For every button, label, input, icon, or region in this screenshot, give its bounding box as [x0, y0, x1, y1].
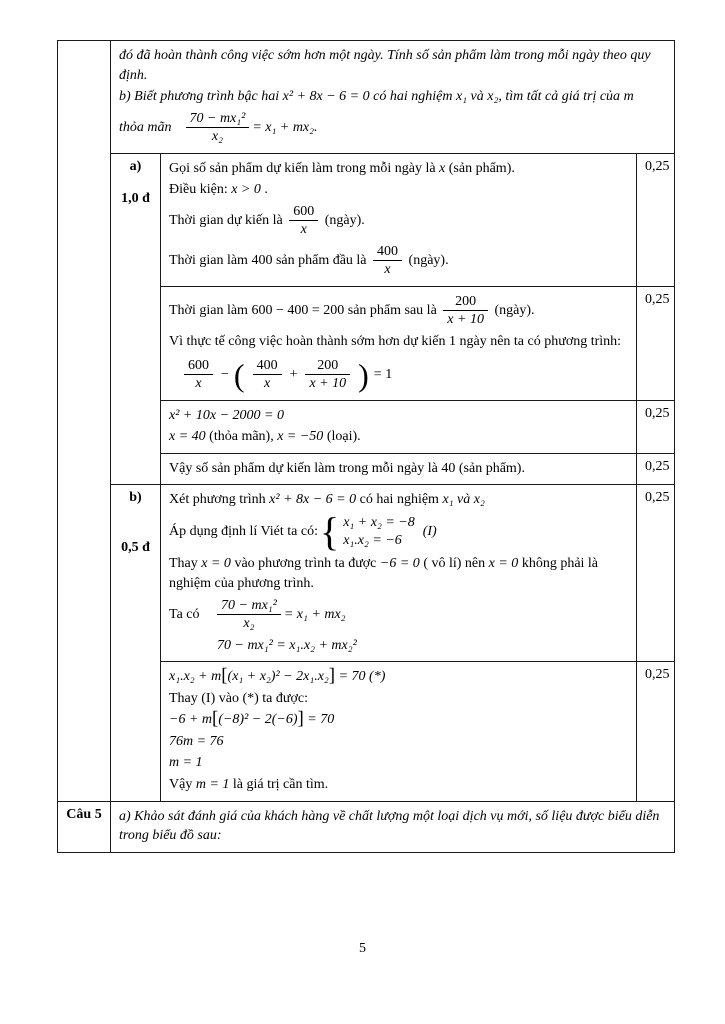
- math-fragment: 76m = 76: [169, 733, 224, 749]
- math-fragment: x₁ và x₂: [442, 492, 485, 508]
- denominator: x + 10: [447, 312, 484, 328]
- math-fragment: x₁.x₂ + m: [169, 669, 222, 685]
- part-a-step1-cell: [161, 153, 637, 286]
- text-fragment: Xét phương trình: [169, 492, 270, 508]
- denominator: x + 10: [309, 376, 347, 392]
- text-fragment: Thời gian làm 400 sản phẩm đầu là: [169, 253, 371, 269]
- score-cell: [637, 485, 675, 662]
- fraction: [217, 597, 281, 633]
- part-a-step1-row: [58, 153, 675, 286]
- question-5-label: Câu 5: [66, 806, 102, 822]
- part-b-step2-cell: [161, 662, 637, 802]
- fraction: [305, 357, 350, 393]
- numerator: 70 − mx₁²: [217, 597, 281, 616]
- text-fragment: có hai nghiệm: [356, 492, 443, 508]
- equation-system: { x₁ + x₂ = −8 x₁.x₂ = −6: [320, 509, 415, 555]
- math-fragment: x² + 10x − 2000 = 0: [169, 407, 284, 423]
- statement-continuation-text: đó đã hoàn thành công việc sớm hơn một ngày. Tính số sản phẩm làm trong mỗi ngày theo quy định.: [119, 48, 651, 83]
- math-fragment: = x₁ + mx₂.: [252, 120, 318, 135]
- question-number-spacer-cell: [58, 41, 111, 802]
- score-cell: [637, 400, 675, 453]
- part-a-step3-cell: [161, 400, 637, 453]
- part-b-label: b): [129, 490, 142, 506]
- score-value: 0,25: [645, 667, 670, 683]
- math-fragment: x₁.x₂ = −6: [343, 533, 402, 549]
- score-cell: [637, 662, 675, 802]
- text-fragment: (ngày).: [321, 213, 365, 229]
- text-fragment: Điều kiện:: [169, 182, 232, 198]
- problem-statement-cell: [111, 41, 675, 154]
- math-fragment: = 1: [373, 366, 393, 382]
- math-fragment: x = 0: [488, 556, 519, 572]
- numerator: 200: [305, 357, 350, 376]
- math-fragment: x = 40: [169, 429, 206, 445]
- part-a-points: 1,0 đ: [121, 191, 150, 207]
- question-5-statement: a) Khảo sát đánh giá của khách hàng về chất lượng một loại dịch vụ mới, số liệu được biểu diễn trong biểu đồ sau:: [119, 808, 660, 844]
- text-fragment: (ngày).: [490, 303, 535, 319]
- score-cell: [637, 286, 675, 400]
- text-fragment: Ta có: [169, 606, 204, 622]
- solution-line: [169, 753, 628, 773]
- score-cell: [637, 453, 675, 485]
- text-fragment: Vậy: [169, 777, 196, 793]
- text-fragment: vào phương trình ta được: [230, 556, 380, 572]
- math-fragment: (x₁ + x₂)² − 2x₁.x₂: [227, 669, 329, 685]
- fraction: [253, 357, 282, 393]
- text-fragment: .: [260, 182, 268, 198]
- fraction: [289, 203, 318, 239]
- minus-sign: −: [221, 366, 229, 382]
- math-fragment: −6 + m: [169, 712, 213, 728]
- math-fragment: x₁ và x₂: [455, 89, 499, 105]
- text-fragment: (loại).: [323, 429, 361, 445]
- math-fragment: x > 0: [231, 182, 261, 198]
- math-fragment: −6 = 0: [379, 556, 420, 572]
- text-fragment: Gọi số sản phẩm dự kiến làm trong mỗi ngày là: [169, 160, 440, 176]
- text-fragment: không phải là nghiệm của phương trình.: [169, 556, 599, 591]
- fraction: [184, 357, 213, 393]
- right-bracket: ]: [297, 708, 304, 730]
- score-value: 0,25: [645, 490, 670, 506]
- fraction: [443, 293, 488, 329]
- solution-line: Vậy số sản phẩm dự kiến làm trong mỗi ngày là 40 (sản phẩm).: [169, 460, 525, 476]
- system-equations: [343, 514, 415, 550]
- part-b-label-cell: [111, 485, 161, 801]
- text-fragment: Thời gian dự kiến là: [169, 213, 287, 229]
- part-a-label-cell: [111, 153, 161, 485]
- solution-line: [169, 427, 628, 447]
- text-fragment: có hai nghiệm: [369, 89, 456, 105]
- math-fragment: = 70: [303, 712, 335, 728]
- math-fragment: x = −50: [277, 429, 324, 445]
- viete-system-line: [169, 509, 628, 555]
- math-fragment: (−8)² − 2(−6): [218, 712, 298, 728]
- part-a-label: a): [129, 158, 142, 174]
- solution-line: [169, 596, 628, 634]
- solution-line: [217, 636, 628, 656]
- solution-line: [169, 406, 628, 426]
- question-5-statement-cell: [111, 801, 675, 852]
- part-b-step1-cell: [161, 485, 637, 662]
- part-b-statement-line2: [119, 109, 666, 147]
- left-bracket: [: [212, 708, 219, 730]
- text-fragment: , tìm tất cả giá trị của: [498, 89, 624, 105]
- solution-line: [169, 490, 628, 510]
- solution-line: [169, 667, 628, 687]
- denominator: x₂: [211, 129, 223, 145]
- math-fragment: x: [439, 160, 446, 176]
- numerator: 200: [443, 293, 488, 312]
- question-5-row: [58, 801, 675, 852]
- math-fragment: x = 0: [201, 556, 231, 572]
- solution-line: Vì thực tế công việc hoàn thành sớm hơn dự kiến 1 ngày nên ta có phương trình:: [169, 333, 622, 349]
- solution-line: [169, 242, 628, 280]
- text-fragment: (ngày).: [405, 253, 449, 269]
- math-fragment: 600 − 400 = 200: [251, 303, 345, 319]
- numerator: 600: [184, 357, 213, 376]
- math-fragment: m = 1: [169, 755, 203, 771]
- solution-line: [169, 775, 628, 795]
- text-fragment: ( vô lí) nên: [419, 556, 489, 572]
- equation-line: $\frac{600}{x}$ − ( $\frac{400}{x}$ + $\frac{200}{x + 10}$ ) = 1: [181, 356, 628, 394]
- math-fragment: = x₁ + mx₂: [283, 606, 346, 622]
- denominator: x: [195, 376, 202, 392]
- question-5-number-cell: [58, 801, 111, 852]
- intro-row: [58, 41, 675, 154]
- math-fragment: m = 1: [195, 777, 230, 793]
- part-a-conclusion-cell: [161, 453, 637, 485]
- page-number: 5: [359, 941, 366, 956]
- text-fragment: sản phẩm sau là: [344, 303, 441, 319]
- numerator: 600: [289, 203, 318, 222]
- system-reference-label: (I): [422, 524, 437, 540]
- fraction: [186, 110, 250, 146]
- right-bracket: ]: [328, 665, 336, 687]
- score-value: 0,25: [645, 291, 670, 307]
- text-fragment: (sản phẩm).: [445, 160, 515, 176]
- math-fragment: x₁ + x₂ = −8: [343, 514, 415, 530]
- text-fragment: (thỏa mãn),: [205, 429, 278, 445]
- solution-table: [57, 40, 675, 853]
- text-fragment: b) Biết phương trình bậc hai: [119, 89, 283, 105]
- denominator: x: [384, 262, 391, 278]
- plus-sign: +: [289, 366, 298, 382]
- solution-line: [169, 554, 628, 593]
- math-fragment: = 70 (*): [335, 669, 386, 685]
- denominator: x: [263, 376, 271, 392]
- part-a-step2-cell: [161, 286, 637, 400]
- score-value: 0,25: [645, 458, 670, 474]
- text-fragment: là giá trị cần tìm.: [229, 777, 329, 793]
- part-b-step1-row: [58, 485, 675, 662]
- left-bracket: [: [221, 665, 228, 687]
- part-b-statement-line1: [119, 87, 666, 107]
- numerator: 400: [253, 357, 282, 376]
- denominator: x₂: [243, 616, 255, 631]
- solution-line: [169, 202, 628, 240]
- text-fragment: Thay: [169, 556, 202, 572]
- fraction: [373, 243, 402, 279]
- denominator: x: [300, 222, 307, 238]
- math-fragment: 70 − mx₁² = x₁.x₂ + mx₂²: [217, 637, 357, 653]
- solution-line: [169, 710, 628, 730]
- score-value: 0,25: [645, 158, 670, 174]
- numerator: 70 − mx₁²: [186, 110, 250, 129]
- solution-line: [169, 159, 628, 179]
- text-fragment: Áp dụng định lí Viét ta có:: [169, 524, 318, 540]
- math-fragment: x² + 8x − 6 = 0: [282, 89, 370, 105]
- score-value: 0,25: [645, 405, 670, 421]
- solution-line: [169, 292, 628, 330]
- math-fragment: m: [623, 89, 634, 105]
- part-b-points: 0,5 đ: [121, 539, 150, 555]
- numerator: 400: [373, 243, 402, 262]
- solution-line: [169, 732, 628, 752]
- math-fragment: x² + 8x − 6 = 0: [269, 492, 357, 508]
- solution-line: [169, 180, 628, 200]
- score-cell: [637, 153, 675, 286]
- text-fragment: Thời gian làm: [169, 303, 252, 319]
- text-fragment: thỏa mãn: [119, 120, 172, 135]
- solution-line: Thay (I) vào (*) ta được:: [169, 690, 308, 706]
